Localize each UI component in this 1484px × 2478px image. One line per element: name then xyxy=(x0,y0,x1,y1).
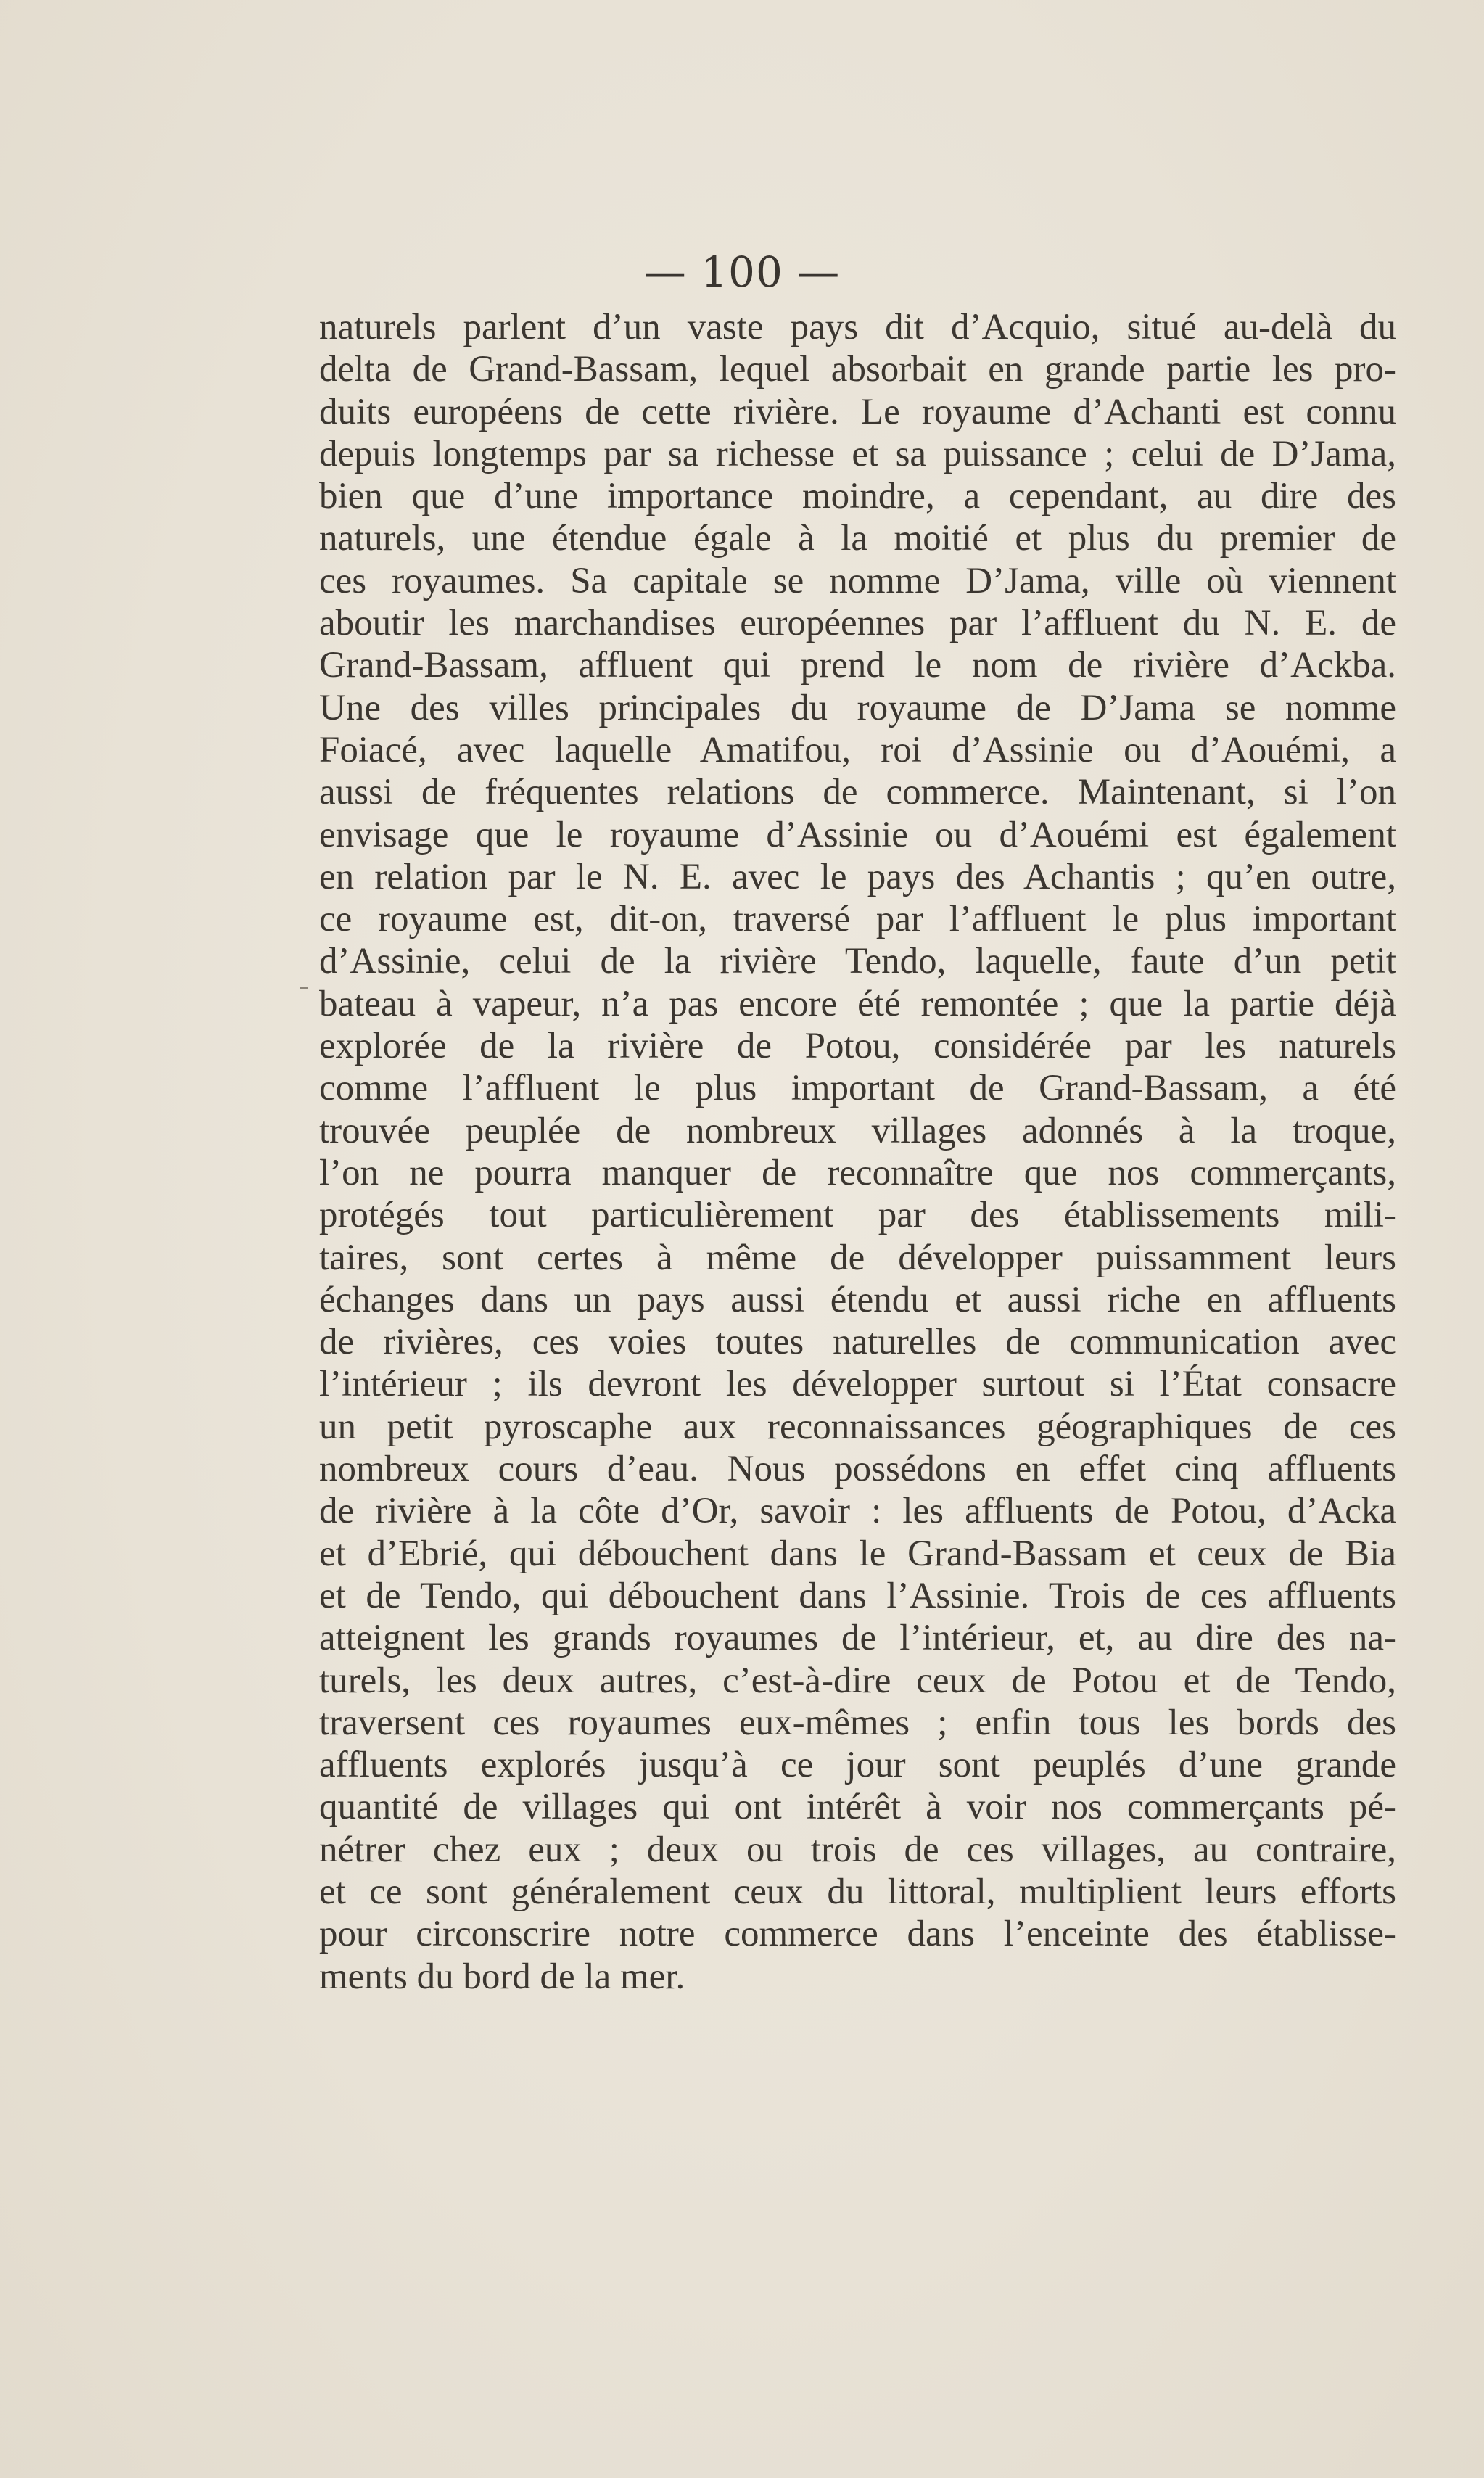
text-line: d’Assinie, celui de la rivière Tendo, laquelle, faute d’un petit xyxy=(319,941,1396,982)
text-line: aussi de fréquentes relations de commerce. Maintenant, si l’on xyxy=(319,772,1396,813)
text-line: ce royaume est, dit-on, traversé par l’affluent le plus important xyxy=(319,899,1396,940)
text-line: nétrer chez eux ; deux ou trois de ces villages, au contraire, xyxy=(319,1829,1396,1870)
text-line: nombreux cours d’eau. Nous possédons en effet cinq affluents xyxy=(319,1449,1396,1490)
text-line: depuis longtemps par sa richesse et sa puissance ; celui de D’Jama, xyxy=(319,433,1396,474)
text-line: et de Tendo, qui débouchent dans l’Assinie. Trois de ces affluents xyxy=(319,1575,1396,1616)
text-line: un petit pyroscaphe aux reconnaissances géographiques de ces xyxy=(319,1406,1396,1447)
text-line: échanges dans un pays aussi étendu et aussi riche en affluents xyxy=(319,1279,1396,1320)
text-line: naturels parlent d’un vaste pays dit d’Acquio, situé au-delà du xyxy=(319,307,1396,347)
text-line: et ce sont généralement ceux du littoral, multiplient leurs efforts xyxy=(319,1871,1396,1912)
text-line: delta de Grand-Bassam, lequel absorbait en grande partie les pro- xyxy=(319,349,1396,390)
text-line: Foiacé, avec laquelle Amatifou, roi d’Assinie ou d’Aouémi, a xyxy=(319,729,1396,770)
text-line: ces royaumes. Sa capitale se nomme D’Jama, ville où viennent xyxy=(319,560,1396,601)
text-line: turels, les deux autres, c’est-à-dire ceux de Potou et de Tendo, xyxy=(319,1660,1396,1701)
text-line: Une des villes principales du royaume de D’Jama se nomme xyxy=(319,687,1396,728)
text-line: explorée de la rivière de Potou, considérée par les naturels xyxy=(319,1026,1396,1067)
text-line: affluents explorés jusqu’à ce jour sont peuplés d’une grande xyxy=(319,1745,1396,1786)
text-line: taires, sont certes à même de développer puissamment leurs xyxy=(319,1237,1396,1278)
text-line: atteignent les grands royaumes de l’intérieur, et, au dire des na- xyxy=(319,1618,1396,1659)
page-number: — 100 — xyxy=(643,247,841,297)
text-line: trouvée peuplée de nombreux villages adonnés à la troque, xyxy=(319,1110,1396,1151)
margin-mark xyxy=(300,987,308,989)
text-line: Grand-Bassam, affluent qui prend le nom de rivière d’Ackba. xyxy=(319,645,1396,686)
body-text xyxy=(319,306,1396,1998)
text-line: ments du bord de la mer. xyxy=(319,1956,685,1997)
text-line: l’intérieur ; ils devront les développer surtout si l’État consacre xyxy=(319,1364,1396,1405)
text-line: naturels, une étendue égale à la moitié et plus du premier de xyxy=(319,518,1396,559)
text-line: en relation par le N. E. avec le pays des Achantis ; qu’en outre, xyxy=(319,856,1396,897)
text-line: traversent ces royaumes eux-mêmes ; enfin tous les bords des xyxy=(319,1702,1396,1743)
text-line: de rivière à la côte d’Or, savoir : les affluents de Potou, d’Acka xyxy=(319,1491,1396,1532)
text-line: protégés tout particulièrement par des établissements mili- xyxy=(319,1195,1396,1236)
text-line: comme l’affluent le plus important de Grand-Bassam, a été xyxy=(319,1068,1396,1109)
text-line: aboutir les marchandises européennes par l’affluent du N. E. de xyxy=(319,603,1396,644)
text-line: et d’Ebrié, qui débouchent dans le Grand-Bassam et ceux de Bia xyxy=(319,1533,1396,1574)
text-line: bien que d’une importance moindre, a cependant, au dire des xyxy=(319,476,1396,517)
text-line: envisage que le royaume d’Assinie ou d’Aouémi est également xyxy=(319,814,1396,855)
text-line: l’on ne pourra manquer de reconnaître que nos commerçants, xyxy=(319,1152,1396,1193)
text-line: duits européens de cette rivière. Le royaume d’Achanti est connu xyxy=(319,391,1396,432)
text-line: bateau à vapeur, n’a pas encore été remontée ; que la partie déjà xyxy=(319,983,1396,1024)
text-line: pour circonscrire notre commerce dans l’enceinte des établisse- xyxy=(319,1914,1396,1955)
text-line: de rivières, ces voies toutes naturelles de communication avec xyxy=(319,1322,1396,1363)
text-line: quantité de villages qui ont intérêt à voir nos commerçants pé- xyxy=(319,1787,1396,1828)
